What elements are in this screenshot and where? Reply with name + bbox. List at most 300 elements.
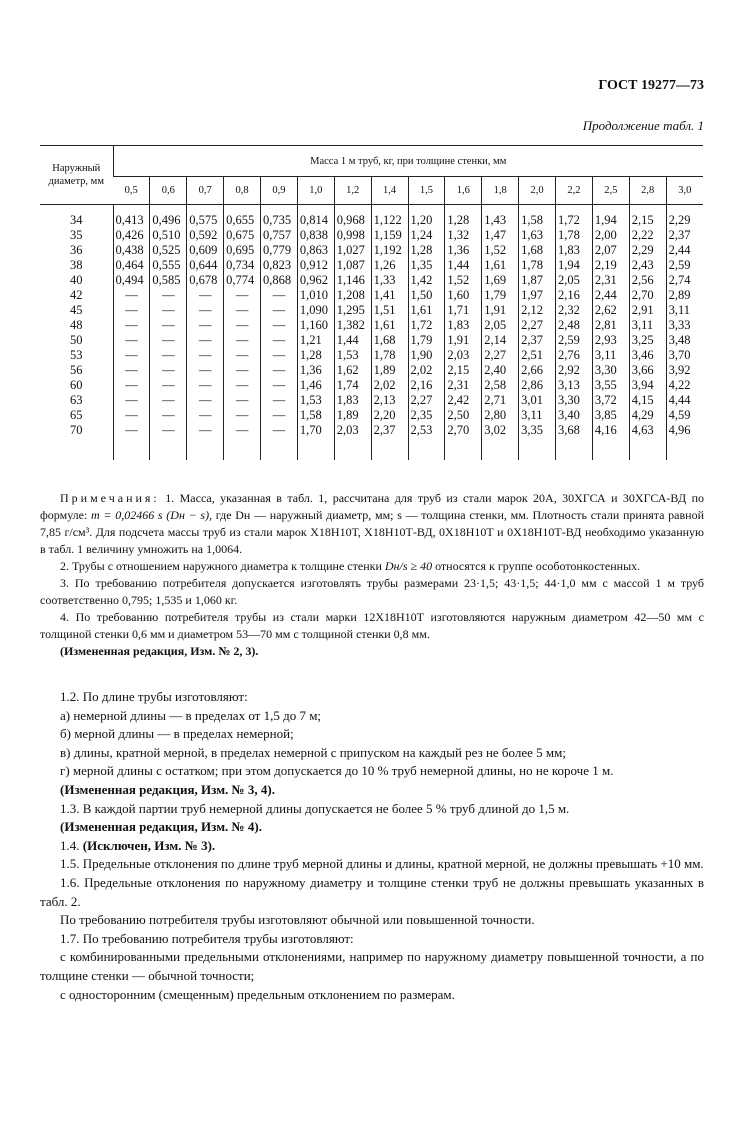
mass-cell: 4,16 (592, 423, 629, 438)
mass-group-header: Масса 1 м труб, кг, при толщине стенки, мм (113, 146, 703, 177)
mass-cell: 0,912 (297, 258, 334, 273)
body-paragraph: 1.3. В каждой партии труб немерной длины допускается не более 5 % труб длиной до 1,5 м. (60, 800, 570, 816)
mass-cell: 2,00 (592, 228, 629, 243)
mass-cell: 0,998 (334, 228, 371, 243)
thickness-header: 1,8 (482, 177, 519, 205)
filler-cell (113, 438, 150, 460)
mass-cell: 1,382 (334, 318, 371, 333)
mass-cell: — (113, 288, 150, 303)
mass-cell: 1,79 (408, 333, 445, 348)
note-1-start: 1. Масса, указанная в табл. 1, рассчитана для труб из стали марок 20А, 30ХГСА и 30ХГСА-ВД по формуле: (40, 491, 704, 522)
mass-cell: 3,46 (629, 348, 666, 363)
mass-cell: 1,78 (371, 348, 408, 363)
mass-cell: 2,32 (556, 303, 593, 318)
mass-cell: 2,19 (592, 258, 629, 273)
mass-cell: 0,757 (261, 228, 298, 243)
mass-cell: 3,35 (519, 423, 556, 438)
body-paragraph (40, 837, 704, 856)
mass-cell: 2,31 (445, 378, 482, 393)
mass-cell: 1,41 (371, 288, 408, 303)
mass-cell: 2,29 (629, 243, 666, 258)
body-paragraph: в) длины, кратной мерной, в пределах немерной с припуском на каждый рез не более 5 мм; (60, 744, 566, 760)
mass-cell: 0,413 (113, 205, 150, 229)
mass-cell: 1,087 (334, 258, 371, 273)
mass-cell: — (261, 318, 298, 333)
mass-cell: 1,52 (445, 273, 482, 288)
mass-cell: 0,655 (224, 205, 261, 229)
mass-cell: 3,55 (592, 378, 629, 393)
note-2-end: относятся к группе особотонкостенных. (432, 559, 641, 573)
diameter-cell: 65 (70, 408, 83, 422)
mass-cell: 0,510 (150, 228, 187, 243)
thickness-header: 1,4 (371, 177, 408, 205)
body-paragraph: 1.6. Предельные отклонения по наружному диаметру и толщине стенки труб не должны превышать указанных в табл. 2. (40, 874, 704, 909)
mass-cell: 2,03 (445, 348, 482, 363)
mass-cell: 1,295 (334, 303, 371, 318)
mass-cell: 0,555 (150, 258, 187, 273)
mass-cell: 3,85 (592, 408, 629, 423)
mass-cell: 1,83 (445, 318, 482, 333)
body-paragraph: (Измененная редакция, Изм. № 4). (60, 819, 262, 835)
mass-cell: 3,30 (592, 363, 629, 378)
mass-cell: 1,159 (371, 228, 408, 243)
mass-cell: 2,40 (482, 363, 519, 378)
mass-cell: 2,71 (482, 393, 519, 408)
table-continuation-label: Продолжение табл. 1 (582, 118, 704, 133)
table-row (40, 363, 703, 378)
mass-cell: 1,36 (445, 243, 482, 258)
diameter-cell: 45 (70, 303, 83, 317)
table-row (40, 243, 703, 258)
mass-cell: 2,05 (556, 273, 593, 288)
mass-cell: 1,78 (519, 258, 556, 273)
mass-cell: 0,592 (187, 228, 224, 243)
body-paragraph: с комбинированными предельными отклонениями, например по наружному диаметру повышенной точности, а по толщине стенки — обычной точности; (40, 949, 704, 983)
notes (40, 490, 704, 660)
mass-cell: 2,37 (371, 423, 408, 438)
table-row (40, 348, 703, 363)
mass-cell: 1,63 (519, 228, 556, 243)
body-paragraph: с односторонним (смещенным) предельным отклонением по размерам. (60, 986, 455, 1002)
mass-cell: 2,70 (629, 288, 666, 303)
diameter-cell: 60 (70, 378, 83, 392)
mass-cell: 3,68 (556, 423, 593, 438)
mass-cell: 1,72 (408, 318, 445, 333)
mass-cell: — (113, 408, 150, 423)
mass-cell: — (261, 333, 298, 348)
mass-cell: — (187, 348, 224, 363)
mass-cell: 1,28 (445, 205, 482, 229)
filler-cell (445, 438, 482, 460)
mass-cell: — (187, 393, 224, 408)
mass-cell: 2,44 (666, 243, 703, 258)
table-row (40, 408, 703, 423)
mass-cell: 1,70 (297, 423, 334, 438)
mass-cell: — (150, 288, 187, 303)
table-row (40, 423, 703, 438)
mass-cell: 2,35 (408, 408, 445, 423)
filler-cell (150, 438, 187, 460)
mass-cell: 2,93 (592, 333, 629, 348)
note-3: 3. По требованию потребителя допускается изготовлять трубы размерами 23·1,5; 43·1,5; 44·1,0 мм с массой 1 м труб соответственно 0,795; 1,535 и 1,060 кг. (40, 576, 704, 607)
mass-cell: 0,814 (297, 205, 334, 229)
diameter-cell: 38 (70, 258, 83, 272)
mass-cell: 0,962 (297, 273, 334, 288)
mass-cell: 1,32 (445, 228, 482, 243)
table-row (40, 333, 703, 348)
filler-cell (371, 438, 408, 460)
filler-cell (297, 438, 334, 460)
mass-cell: 1,87 (519, 273, 556, 288)
mass-cell: — (150, 378, 187, 393)
mass-cell: 1,53 (297, 393, 334, 408)
mass-cell: 1,61 (482, 258, 519, 273)
mass-cell: 2,07 (592, 243, 629, 258)
mass-cell: 1,20 (408, 205, 445, 229)
mass-cell: 1,192 (371, 243, 408, 258)
mass-cell: 1,89 (334, 408, 371, 423)
mass-cell: 4,44 (666, 393, 703, 408)
mass-cell: 2,91 (629, 303, 666, 318)
mass-cell: 1,160 (297, 318, 334, 333)
mass-cell: 1,122 (371, 205, 408, 229)
mass-cell: 0,838 (297, 228, 334, 243)
mass-cell: — (150, 303, 187, 318)
filler-cell (187, 438, 224, 460)
mass-cell: 4,22 (666, 378, 703, 393)
mass-cell: — (187, 363, 224, 378)
mass-cell: 1,010 (297, 288, 334, 303)
filler-cell (261, 438, 298, 460)
mass-cell: 1,58 (297, 408, 334, 423)
table-row (40, 303, 703, 318)
mass-cell: — (187, 378, 224, 393)
filler-cell (666, 438, 703, 460)
mass-cell: — (150, 363, 187, 378)
mass-cell: 3,11 (592, 348, 629, 363)
mass-cell: 1,91 (445, 333, 482, 348)
mass-cell: — (150, 318, 187, 333)
mass-cell: 0,774 (224, 273, 261, 288)
mass-cell: 2,74 (666, 273, 703, 288)
mass-cell: — (224, 363, 261, 378)
revision-note: (Измененная редакция, Изм. № 2, 3). (60, 644, 259, 658)
diameter-cell: 56 (70, 363, 83, 377)
mass-cell: 1,44 (445, 258, 482, 273)
mass-cell: 2,12 (519, 303, 556, 318)
mass-cell: — (113, 318, 150, 333)
mass-cell: 1,43 (482, 205, 519, 229)
table-row (40, 228, 703, 243)
body-paragraph: 1.7. По требованию потребителя трубы изготовляют: (60, 930, 354, 946)
mass-cell: — (261, 423, 298, 438)
mass-cell: — (224, 288, 261, 303)
mass-cell: 3,40 (556, 408, 593, 423)
thickness-header: 3,0 (666, 177, 703, 205)
mass-cell: 0,585 (150, 273, 187, 288)
thickness-header: 0,7 (187, 177, 224, 205)
mass-cell: — (261, 363, 298, 378)
mass-cell: — (113, 393, 150, 408)
mass-cell: 1,46 (297, 378, 334, 393)
mass-cell: 2,15 (445, 363, 482, 378)
mass-cell: 4,29 (629, 408, 666, 423)
mass-cell: 0,438 (113, 243, 150, 258)
body-paragraph: б) мерной длины — в пределах немерной; (60, 726, 294, 742)
table-row (40, 258, 703, 273)
mass-cell: 2,37 (519, 333, 556, 348)
mass-cell: 0,695 (224, 243, 261, 258)
mass-cell: 0,494 (113, 273, 150, 288)
diameter-cell: 48 (70, 318, 83, 332)
mass-cell: 2,15 (629, 205, 666, 229)
thickness-header: 1,2 (334, 177, 371, 205)
table-row (40, 318, 703, 333)
table-row (40, 393, 703, 408)
body-paragraph: 1.2. По длине трубы изготовляют: (60, 689, 248, 704)
mass-cell: 0,464 (113, 258, 150, 273)
mass-cell: — (224, 303, 261, 318)
mass-cell: 2,27 (482, 348, 519, 363)
thickness-header: 0,8 (224, 177, 261, 205)
mass-cell: 0,779 (261, 243, 298, 258)
mass-cell: 1,69 (482, 273, 519, 288)
thickness-header: 2,0 (519, 177, 556, 205)
mass-cell: — (224, 333, 261, 348)
filler-cell (408, 438, 445, 460)
mass-cell: — (150, 393, 187, 408)
filler-cell (519, 438, 556, 460)
notes-title: Примечания: (60, 491, 160, 505)
mass-cell: — (187, 408, 224, 423)
table-row (40, 378, 703, 393)
mass-cell: 4,15 (629, 393, 666, 408)
mass-cell: 3,13 (556, 378, 593, 393)
mass-cell: 2,76 (556, 348, 593, 363)
mass-cell: 1,28 (297, 348, 334, 363)
mass-cell: 3,66 (629, 363, 666, 378)
mass-cell: — (261, 303, 298, 318)
mass-cell: 2,05 (482, 318, 519, 333)
mass-cell: — (187, 333, 224, 348)
mass-cell: — (187, 288, 224, 303)
mass-formula: m = 0,02466 s (Dн − s) (91, 508, 210, 522)
mass-cell: 1,26 (371, 258, 408, 273)
mass-cell: 1,36 (297, 363, 334, 378)
mass-cell: — (113, 333, 150, 348)
mass-cell: 1,71 (445, 303, 482, 318)
mass-cell: 2,37 (666, 228, 703, 243)
mass-cell: — (261, 408, 298, 423)
mass-cell: 1,68 (371, 333, 408, 348)
mass-cell: 1,89 (371, 363, 408, 378)
diameter-cell: 50 (70, 333, 83, 347)
mass-cell: — (261, 378, 298, 393)
mass-cell: 0,644 (187, 258, 224, 273)
diameter-cell: 36 (70, 243, 83, 257)
filler-cell (482, 438, 519, 460)
ratio-formula: Dн/s ≥ 40 (384, 559, 433, 573)
note-1-end: , где Dн — наружный диаметр, мм; s — толщина стенки, мм. Плотность стали принята равной 7,85 г/см³. Для подсчета массы труб из стали марок Х18Н10Т, Х18Н10Т-ВД, 0Х18Н10Т и 0Х18Н10Т-ВД необходимо указанную в табл. 1 величину умножить на 1,0064. (40, 508, 705, 556)
mass-cell: 1,79 (482, 288, 519, 303)
mass-cell: 1,72 (556, 205, 593, 229)
mass-cell: 0,678 (187, 273, 224, 288)
thickness-header: 1,5 (408, 177, 445, 205)
mass-cell: 0,735 (261, 205, 298, 229)
mass-cell: 1,027 (334, 243, 371, 258)
thickness-header: 1,0 (297, 177, 334, 205)
thickness-header: 0,5 (124, 185, 138, 196)
diameter-cell: 40 (70, 273, 83, 287)
mass-cell: 0,868 (261, 273, 298, 288)
mass-cell: 2,51 (519, 348, 556, 363)
mass-cell: 2,56 (629, 273, 666, 288)
mass-cell: 3,33 (666, 318, 703, 333)
thickness-header: 2,5 (592, 177, 629, 205)
mass-cell: 3,02 (482, 423, 519, 438)
mass-cell: 0,968 (334, 205, 371, 229)
mass-cell: 4,63 (629, 423, 666, 438)
mass-cell: 2,22 (629, 228, 666, 243)
mass-cell: 2,58 (482, 378, 519, 393)
mass-cell: — (224, 423, 261, 438)
thickness-header: 2,2 (556, 177, 593, 205)
diameter-cell: 63 (70, 393, 83, 407)
mass-cell: 1,28 (408, 243, 445, 258)
thickness-header: 2,8 (629, 177, 666, 205)
mass-cell: 1,51 (371, 303, 408, 318)
mass-cell: 4,96 (666, 423, 703, 438)
mass-cell: 2,42 (445, 393, 482, 408)
body-paragraph: а) немерной длины — в пределах от 1,5 до 7 м; (60, 707, 322, 723)
thickness-header: 1,6 (445, 177, 482, 205)
mass-cell: 2,89 (666, 288, 703, 303)
mass-cell: — (224, 408, 261, 423)
mass-cell: 1,208 (334, 288, 371, 303)
mass-cell: 0,863 (297, 243, 334, 258)
mass-cell: — (224, 378, 261, 393)
mass-cell: 2,14 (482, 333, 519, 348)
body-paragraph: г) мерной длины с остатком; при этом допускается до 10 % труб немерной длины, но не короче 1 м. (60, 763, 614, 779)
mass-cell: 0,823 (261, 258, 298, 273)
mass-cell: 3,94 (629, 378, 666, 393)
mass-cell: 2,48 (556, 318, 593, 333)
mass-cell: 1,62 (334, 363, 371, 378)
body-text (40, 688, 704, 1004)
mass-cell: 3,70 (666, 348, 703, 363)
mass-cell: 1,35 (408, 258, 445, 273)
mass-cell: 2,13 (371, 393, 408, 408)
mass-cell: 2,44 (592, 288, 629, 303)
thickness-header: 0,6 (150, 177, 187, 205)
mass-cell: 3,01 (519, 393, 556, 408)
mass-cell: — (187, 303, 224, 318)
mass-cell: 0,426 (113, 228, 150, 243)
mass-cell: 3,11 (519, 408, 556, 423)
diameter-cell: 34 (70, 213, 83, 227)
mass-cell: 2,66 (519, 363, 556, 378)
pipe-mass-table (40, 145, 703, 460)
mass-cell: 2,03 (334, 423, 371, 438)
mass-cell: 1,91 (482, 303, 519, 318)
mass-cell: 1,146 (334, 273, 371, 288)
mass-cell: 4,59 (666, 408, 703, 423)
mass-cell: 2,27 (519, 318, 556, 333)
mass-cell: 1,52 (482, 243, 519, 258)
mass-cell: 1,33 (371, 273, 408, 288)
mass-cell: 2,16 (556, 288, 593, 303)
filler-cell (334, 438, 371, 460)
mass-cell: 3,11 (629, 318, 666, 333)
mass-cell: 1,60 (445, 288, 482, 303)
mass-cell: 2,70 (445, 423, 482, 438)
mass-cell: 2,43 (629, 258, 666, 273)
mass-cell: 1,58 (519, 205, 556, 229)
mass-cell: 2,02 (371, 378, 408, 393)
mass-cell: 1,94 (592, 205, 629, 229)
mass-cell: — (113, 348, 150, 363)
mass-cell: 0,496 (150, 205, 187, 229)
mass-cell: 1,090 (297, 303, 334, 318)
mass-cell: 0,675 (224, 228, 261, 243)
mass-cell: 1,83 (334, 393, 371, 408)
mass-cell: — (150, 348, 187, 363)
mass-cell: 0,734 (224, 258, 261, 273)
mass-cell: 2,59 (666, 258, 703, 273)
standard-number: ГОСТ 19277—73 (598, 78, 704, 93)
mass-cell: 1,94 (556, 258, 593, 273)
mass-cell: 3,11 (666, 303, 703, 318)
outer-diameter-header: Наружный диаметр, мм (40, 146, 113, 205)
mass-cell: — (261, 348, 298, 363)
mass-cell: 2,02 (408, 363, 445, 378)
mass-cell: — (187, 423, 224, 438)
mass-cell: — (150, 423, 187, 438)
note-4: 4. По требованию потребителя трубы из стали марки 12Х18Н10Т изготовляются наружным диаметром 42—50 мм с толщиной стенки 0,6 мм и диаметром 53—70 мм с толщиной стенки 0,8 мм. (40, 610, 704, 641)
mass-cell: 3,30 (556, 393, 593, 408)
filler-cell (224, 438, 261, 460)
diameter-cell: 53 (70, 348, 83, 362)
mass-cell: 2,50 (445, 408, 482, 423)
mass-cell: — (224, 318, 261, 333)
mass-cell: 1,50 (408, 288, 445, 303)
mass-cell: — (113, 363, 150, 378)
table-row (40, 273, 703, 288)
mass-cell: 1,97 (519, 288, 556, 303)
mass-cell: 2,86 (519, 378, 556, 393)
mass-cell: — (187, 318, 224, 333)
mass-cell: 0,609 (187, 243, 224, 258)
mass-cell: 2,31 (592, 273, 629, 288)
filler-cell (592, 438, 629, 460)
mass-cell: 2,80 (482, 408, 519, 423)
mass-cell: — (224, 348, 261, 363)
mass-cell: 2,53 (408, 423, 445, 438)
mass-cell: 2,27 (408, 393, 445, 408)
mass-cell: 3,72 (592, 393, 629, 408)
mass-cell: 1,53 (334, 348, 371, 363)
mass-cell: 3,25 (629, 333, 666, 348)
mass-cell: 1,47 (482, 228, 519, 243)
mass-cell: 1,68 (519, 243, 556, 258)
mass-cell: 3,92 (666, 363, 703, 378)
mass-cell: 2,16 (408, 378, 445, 393)
mass-cell: 2,59 (556, 333, 593, 348)
table-row (40, 205, 703, 229)
filler-cell (556, 438, 593, 460)
table-row (40, 288, 703, 303)
mass-cell: 1,44 (334, 333, 371, 348)
